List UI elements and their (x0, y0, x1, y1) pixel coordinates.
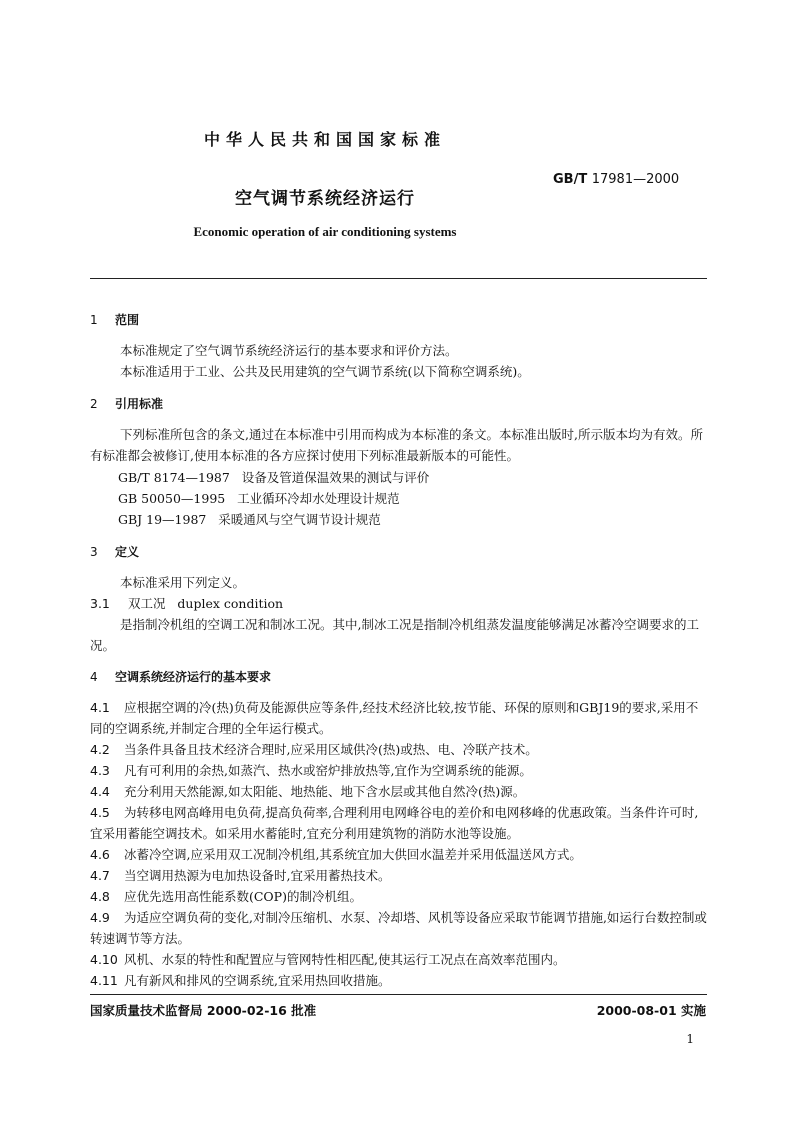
section-title: 定义 (115, 545, 140, 559)
clause-number: 4.2 (90, 742, 110, 757)
section-title: 引用标准 (115, 397, 164, 411)
document-title-cn: 空气调节系统经济运行 (235, 189, 415, 209)
reference-title: 采暖通风与空气调节设计规范 (218, 512, 381, 527)
reference-item (118, 510, 381, 528)
reference-code: GBJ 19—1987 (118, 512, 207, 527)
paragraph: 本标准采用下列定义。 (120, 575, 246, 590)
section-title: 范围 (115, 313, 140, 327)
issuing-authority: 中华人民共和国国家标准 (203, 130, 446, 149)
clause (90, 781, 707, 802)
clause-number: 4.10 (90, 952, 118, 967)
clause (90, 802, 707, 844)
definition-heading (90, 593, 707, 614)
section-title: 空调系统经济运行的基本要求 (115, 670, 272, 684)
clause (90, 970, 707, 991)
clause-number: 4.11 (90, 973, 118, 988)
clause (90, 907, 707, 949)
clause-number: 4.1 (90, 700, 110, 715)
paragraph: 下列标准所包含的条文,通过在本标准中引用而构成为本标准的条文。本标准出版时,所示版本均为有效。所有标准都会被修订,使用本标准的各方应探讨使用下列标准最新版本的可能性。 (90, 427, 703, 463)
clause-text: 应根据空调的冷(热)负荷及能源供应等条件,经技术经济比较,按节能、环保的原则和GBJ19的要求,采用不同的空调系统,并制定合理的全年运行模式。 (90, 700, 699, 736)
clause-text: 充分利用天然能源,如太阳能、地热能、地下含水层或其他自然冷(热)源。 (123, 784, 526, 799)
footer-divider (90, 994, 707, 995)
definition-text: 是指制冷机组的空调工况和制冰工况。其中,制冰工况是指制冷机组蒸发温度能够满足冰蓄冷空调要求的工况。 (90, 617, 699, 653)
clause (90, 739, 707, 760)
clause-text: 凡有可利用的余热,如蒸汽、热水或窑炉排放热等,宜作为空调系统的能源。 (123, 763, 532, 778)
section-number: 1 (90, 313, 98, 327)
paragraph: 本标准规定了空气调节系统经济运行的基本要求和评价方法。 (120, 343, 458, 358)
reference-item (118, 489, 400, 507)
reference-title: 设备及管道保温效果的测试与评价 (241, 470, 430, 485)
clause-number: 4.3 (90, 763, 110, 778)
clause-number: 4.4 (90, 784, 110, 799)
clause-text: 应优先选用高性能系数(COP)的制冷机组。 (123, 889, 362, 904)
clause-number: 4.5 (90, 805, 110, 820)
header-divider (90, 278, 707, 279)
clause (90, 865, 707, 886)
reference-item (118, 468, 429, 486)
effective-date: 2000-08-01 实施 (596, 1003, 706, 1018)
section-2-heading (90, 395, 163, 412)
clause-number: 4.8 (90, 889, 110, 904)
standard-code-prefix: GB/T (553, 172, 588, 187)
document-title-en: Economic operation of air conditioning systems (193, 224, 457, 239)
approval-date: 国家质量技术监督局 2000-02-16 批准 (90, 1003, 317, 1018)
clause-text: 当条件具备且技术经济合理时,应采用区域供冷(热)或热、电、冷联产技术。 (123, 742, 538, 757)
page-number: 1 (686, 1032, 694, 1046)
reference-code: GB/T 8174—1987 (118, 470, 230, 485)
clause-text: 为转移电网高峰用电负荷,提高负荷率,合理利用电网峰谷电的差价和电网移峰的优惠政策。当条件许可时,宜采用蓄能空调技术。如采用水蓄能时,宜充分利用建筑物的消防水池等设施。 (90, 805, 699, 841)
standard-code-number: 17981—2000 (591, 172, 680, 187)
section-number: 2 (90, 397, 98, 411)
section-number: 4 (90, 670, 98, 684)
definition-term-en: duplex condition (177, 596, 284, 611)
clause-number: 4.6 (90, 847, 110, 862)
clause-text: 为适应空调负荷的变化,对制冷压缩机、水泵、冷却塔、风机等设备应采取节能调节措施,如运行台数控制或转速调节等方法。 (90, 910, 707, 946)
clause (90, 844, 707, 865)
paragraph: 本标准适用于工业、公共及民用建筑的空气调节系统(以下简称空调系统)。 (120, 364, 530, 379)
clause (90, 697, 707, 739)
clause-text: 当空调用热源为电加热设备时,宜采用蓄热技术。 (123, 868, 391, 883)
definition-number: 3.1 (90, 596, 110, 611)
clause-number: 4.9 (90, 910, 110, 925)
section-4-heading (90, 668, 271, 685)
clause-number: 4.7 (90, 868, 110, 883)
clause (90, 886, 707, 907)
clause-text: 冰蓄冷空调,应采用双工况制冷机组,其系统宜加大供回水温差并采用低温送风方式。 (123, 847, 582, 862)
clause-text: 凡有新风和排风的空调系统,宜采用热回收措施。 (123, 973, 391, 988)
section-3-heading (90, 543, 139, 560)
clause-text: 风机、水泵的特性和配置应与管网特性相匹配,使其运行工况点在高效率范围内。 (123, 952, 566, 967)
reference-code: GB 50050—1995 (118, 491, 226, 506)
reference-title: 工业循环冷却水处理设计规范 (237, 491, 400, 506)
definition-term: 双工况 (127, 596, 166, 611)
section-number: 3 (90, 545, 98, 559)
section-1-heading (90, 311, 139, 328)
clause (90, 949, 707, 970)
clause (90, 760, 707, 781)
